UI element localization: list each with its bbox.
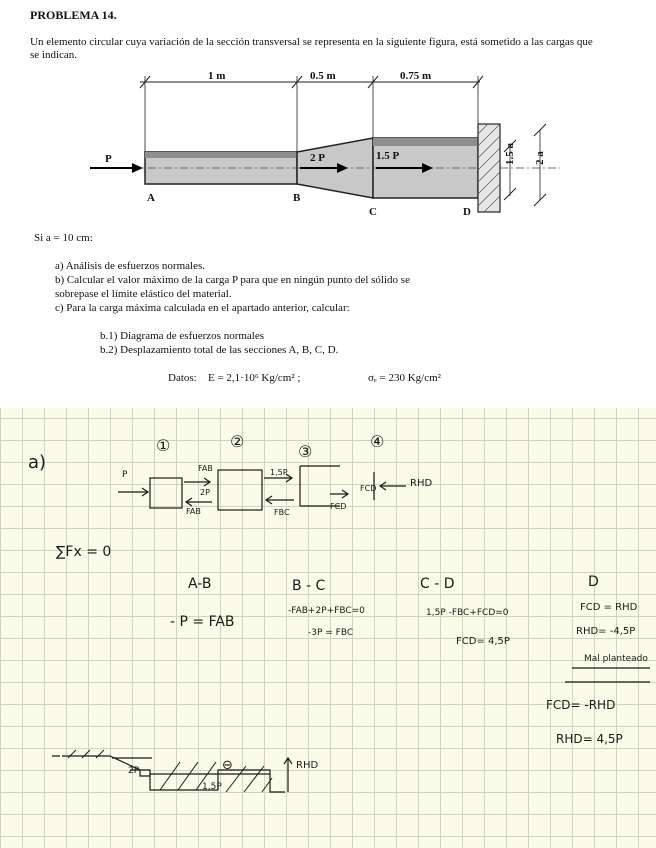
eq-cd-2: FCD= 4,5P (456, 636, 510, 647)
dim-cd: 0.75 m (400, 70, 432, 82)
diag-15p: 1,5P (202, 782, 222, 792)
fbd-fab: FAB (198, 464, 213, 473)
circle-1: ① (156, 436, 171, 455)
header-ab: A-B (188, 576, 212, 592)
problem-title: PROBLEMA 14. (30, 8, 117, 22)
subquestion-b2: b.2) Desplazamiento total de las secciones A, B, C, D. (100, 344, 339, 356)
condition: Si a = 10 cm: (34, 232, 93, 244)
circle-2: ② (230, 432, 245, 451)
header-bc: B - C (292, 578, 326, 594)
question-b: b) Calcular el valor máximo de la carga P para que en ningún punto del sólido se (55, 274, 410, 286)
eq-cd-1: 1,5P -FBC+FCD=0 (426, 608, 509, 618)
eq-ab: - P = FAB (170, 614, 235, 630)
datos-label: Datos: (168, 372, 197, 384)
problem-intro: Un elemento circular cuya variación de la sección transversal se representa en la siguiente figura, está sometido a las cargas que se indican. (30, 36, 593, 61)
fbd-15p: 1,5P (270, 468, 288, 477)
eq-d-2: RHD= -4,5P (576, 626, 636, 637)
eq-d-5: RHD= 4,5P (556, 732, 623, 746)
fbd-fcd: FCD (330, 502, 347, 511)
eq-bc-2: -3P = FBC (308, 628, 354, 638)
eq-d-1: FCD = RHD (580, 602, 638, 613)
subquestion-b1: b.1) Diagrama de esfuerzos normales (100, 330, 265, 342)
datos-e: E = 2,1·10⁶ Kg/cm² ; (208, 372, 301, 384)
fbd-rhd: RHD (410, 478, 433, 489)
diag-2p: 2P (128, 766, 140, 776)
point-c: C (369, 206, 377, 218)
fbd-p: P (122, 470, 128, 480)
circle-3: ③ (298, 442, 313, 461)
diag-rhd: RHD (296, 760, 319, 771)
load-p: P (105, 153, 112, 165)
eq-d-3: Mal planteado (584, 654, 648, 664)
fbd-2p: 2P (200, 488, 210, 497)
dim-ab: 1 m (208, 70, 226, 82)
part-a-label: a) (28, 452, 47, 473)
datos-sigma: σₑ = 230 Kg/cm² (368, 372, 441, 384)
diag-minus: ⊖ (222, 758, 233, 773)
load-15p: 1.5 P (376, 150, 400, 162)
eq-bc-1: -FAB+2P+FBC=0 (288, 606, 365, 616)
fbd-fbc: FBC (274, 508, 290, 517)
dim-r2: 2 a (534, 151, 546, 165)
circle-4: ④ (370, 432, 385, 451)
point-a: A (147, 192, 155, 204)
header-cd: C - D (420, 576, 455, 592)
sum-forces: ∑Fx = 0 (56, 544, 112, 560)
load-2p: 2 P (310, 152, 325, 164)
fbd-fab2: FAB (186, 507, 201, 516)
question-c: c) Para la carga máxima calculada en el apartado anterior, calcular: (55, 302, 350, 314)
dim-r1: 1.5 a (504, 143, 516, 165)
question-a: a) Análisis de esfuerzos normales. (55, 260, 205, 272)
fbd-fcd2: FCD (360, 484, 377, 493)
point-d: D (463, 206, 471, 218)
eq-d-4: FCD= -RHD (546, 698, 616, 712)
question-b-cont: sobrepase el límite elástico del material. (55, 288, 232, 300)
point-b: B (293, 192, 301, 204)
header-d: D (588, 574, 599, 590)
dim-bc: 0.5 m (310, 70, 336, 82)
